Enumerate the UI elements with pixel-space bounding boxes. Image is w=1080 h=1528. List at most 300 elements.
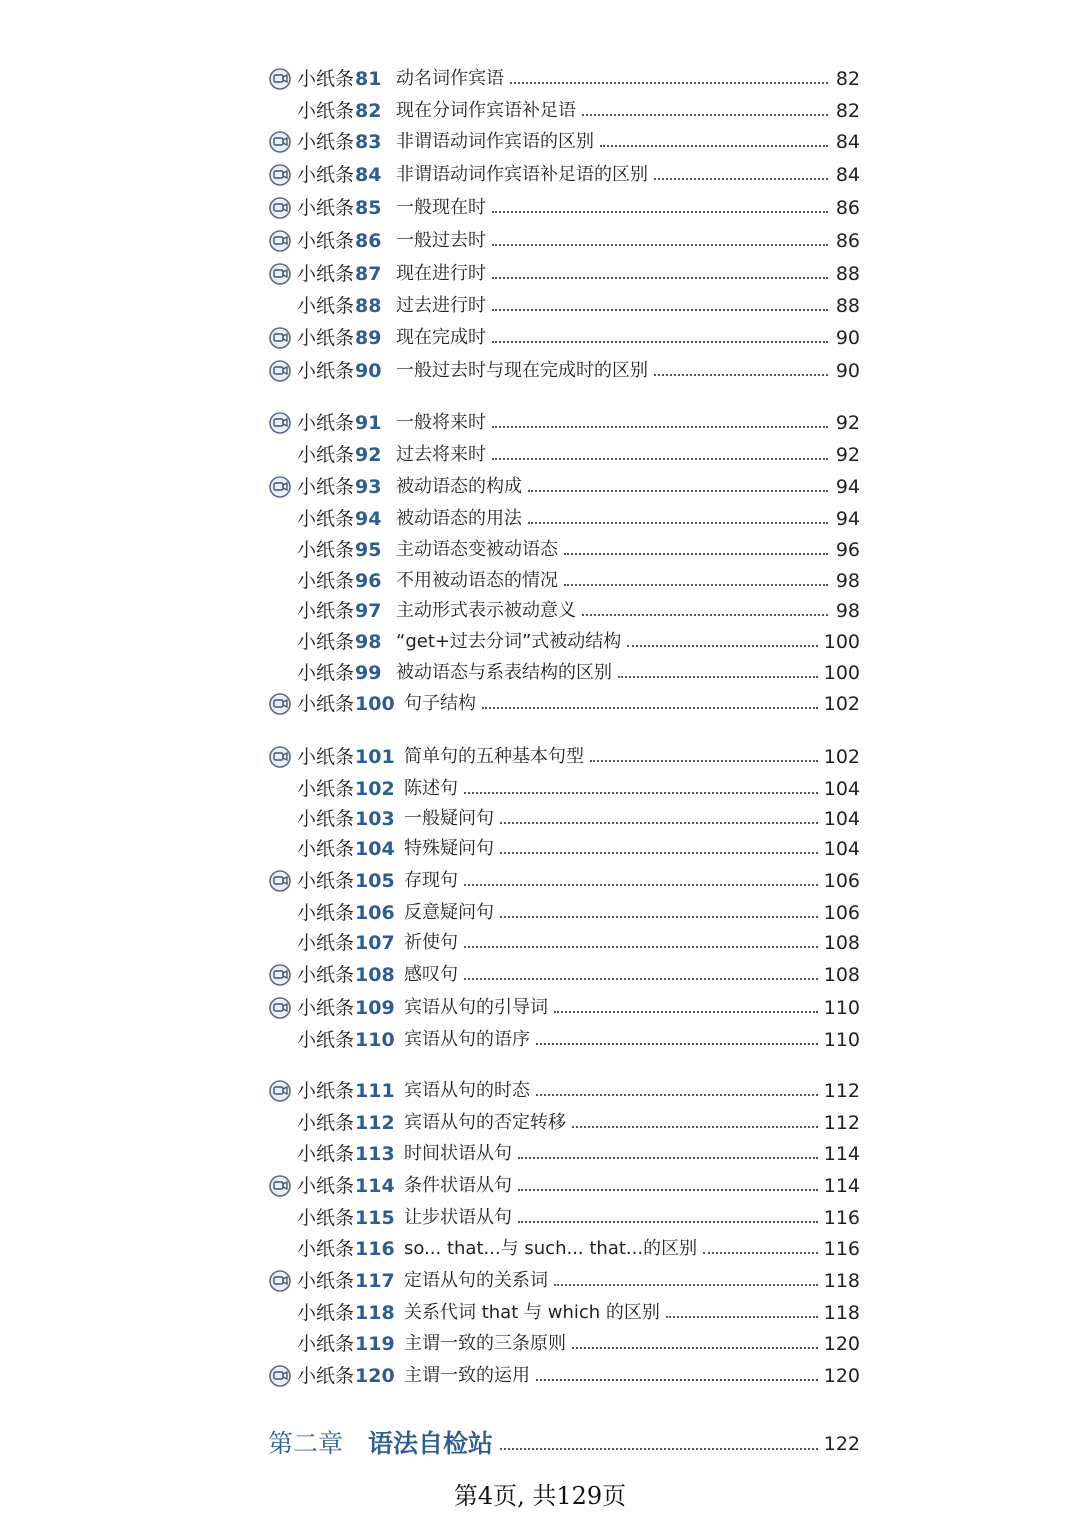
entry-label xyxy=(297,126,381,158)
toc-entry[interactable] xyxy=(0,741,1080,773)
toc-entry[interactable] xyxy=(0,657,1080,689)
entry-title: 条件状语从句 xyxy=(404,1175,512,1196)
entry-title: 一般疑问句 xyxy=(404,808,494,829)
dot-leader xyxy=(582,114,828,116)
entry-label xyxy=(297,897,395,929)
entry-title: 被动语态的构成 xyxy=(396,476,522,497)
toc-entry[interactable] xyxy=(0,471,1080,503)
toc-entry[interactable] xyxy=(0,833,1080,865)
dot-leader xyxy=(554,1011,818,1013)
toc-entry[interactable] xyxy=(0,565,1080,597)
entry-title: 现在分词作宾语补足语 xyxy=(396,100,576,121)
entry-prefix: 小纸条 xyxy=(297,570,355,592)
toc-entry[interactable] xyxy=(0,688,1080,720)
entry-prefix: 小纸条 xyxy=(297,360,355,382)
dot-leader xyxy=(572,1347,818,1349)
video-icon[interactable] xyxy=(268,263,292,285)
entry-title: 主谓一致的三条原则 xyxy=(404,1333,566,1354)
entry-page-number: 90 xyxy=(835,360,860,382)
toc-entry[interactable] xyxy=(0,63,1080,95)
entry-label xyxy=(297,192,381,224)
entry-number: 111 xyxy=(355,1080,395,1102)
entry-prefix: 小纸条 xyxy=(297,870,355,892)
entry-prefix: 小纸条 xyxy=(297,778,355,800)
toc-entry[interactable] xyxy=(0,1297,1080,1329)
chapter-title: 语法自检站 xyxy=(368,1429,494,1458)
entry-number: 117 xyxy=(355,1270,395,1292)
dot-leader xyxy=(510,82,828,84)
entry-number: 104 xyxy=(355,838,395,860)
entry-title: “get+过去分词”式被动结构 xyxy=(396,631,622,652)
entry-label xyxy=(297,741,395,773)
video-icon[interactable] xyxy=(268,870,292,892)
video-icon[interactable] xyxy=(268,1080,292,1102)
entry-number: 93 xyxy=(355,476,382,498)
dot-leader xyxy=(518,1189,818,1191)
entry-title: 定语从句的关系词 xyxy=(404,1270,548,1291)
entry-number: 112 xyxy=(355,1112,395,1134)
entry-page-number: 82 xyxy=(835,68,860,90)
entry-label xyxy=(297,1170,395,1202)
entry-label xyxy=(297,159,381,191)
dot-leader xyxy=(554,1284,818,1286)
entry-label xyxy=(297,355,381,387)
dot-leader xyxy=(618,676,818,678)
entry-page-number: 104 xyxy=(823,778,860,800)
entry-prefix: 小纸条 xyxy=(297,295,355,317)
entry-prefix: 小纸条 xyxy=(297,631,355,653)
entry-title: 主动语态变被动语态 xyxy=(396,539,558,560)
toc-entry[interactable] xyxy=(0,626,1080,658)
entry-title: 一般现在时 xyxy=(396,197,486,218)
dot-leader xyxy=(492,211,828,213)
entry-prefix: 小纸条 xyxy=(297,1112,355,1134)
entry-title: 主动形式表示被动意义 xyxy=(396,600,576,621)
dot-leader xyxy=(536,1094,818,1096)
entry-page-number: 98 xyxy=(835,570,860,592)
entry-prefix: 小纸条 xyxy=(297,263,355,285)
entry-number: 90 xyxy=(355,360,382,382)
entry-prefix: 小纸条 xyxy=(297,600,355,622)
entry-label xyxy=(297,290,381,322)
entry-page-number: 88 xyxy=(835,263,860,285)
entry-title: 反意疑问句 xyxy=(404,902,494,923)
dot-leader xyxy=(518,1221,818,1223)
entry-label xyxy=(297,534,381,566)
entry-page-number: 112 xyxy=(823,1080,860,1102)
entry-page-number: 94 xyxy=(835,508,860,530)
entry-page-number: 114 xyxy=(823,1175,860,1197)
video-icon[interactable] xyxy=(268,197,292,219)
video-icon[interactable] xyxy=(268,412,292,434)
entry-label xyxy=(297,773,395,805)
entry-label xyxy=(297,992,395,1024)
dot-leader xyxy=(492,309,828,311)
entry-page-number: 102 xyxy=(823,693,860,715)
entry-label xyxy=(297,258,381,290)
dot-leader xyxy=(528,490,828,492)
entry-number: 91 xyxy=(355,412,382,434)
toc-entry[interactable] xyxy=(0,126,1080,158)
entry-number: 102 xyxy=(355,778,395,800)
dot-leader xyxy=(582,614,828,616)
entry-title: 非谓语动词作宾语补足语的区别 xyxy=(396,164,648,185)
toc-entry[interactable] xyxy=(0,595,1080,627)
video-icon[interactable] xyxy=(268,997,292,1019)
toc-entry[interactable] xyxy=(0,407,1080,439)
dot-leader xyxy=(564,553,828,555)
entry-page-number: 106 xyxy=(823,902,860,924)
entry-prefix: 小纸条 xyxy=(297,838,355,860)
entry-prefix: 小纸条 xyxy=(297,964,355,986)
entry-number: 114 xyxy=(355,1175,395,1197)
toc-entry[interactable] xyxy=(0,1202,1080,1234)
entry-title: 祈使句 xyxy=(404,932,458,953)
video-icon[interactable] xyxy=(268,360,292,382)
entry-number: 86 xyxy=(355,230,382,252)
dot-leader xyxy=(464,884,818,886)
video-icon[interactable] xyxy=(268,1270,292,1292)
entry-label xyxy=(297,865,395,897)
dot-leader xyxy=(536,1043,818,1045)
dot-leader xyxy=(464,946,818,948)
toc-entry[interactable] xyxy=(0,1138,1080,1170)
toc-entry[interactable] xyxy=(0,439,1080,471)
entry-label xyxy=(297,1024,395,1056)
entry-number: 84 xyxy=(355,164,382,186)
entry-page-number: 118 xyxy=(823,1302,860,1324)
entry-prefix: 小纸条 xyxy=(297,1270,355,1292)
entry-number: 115 xyxy=(355,1207,395,1229)
entry-title: 过去将来时 xyxy=(396,444,486,465)
toc-entry[interactable] xyxy=(0,159,1080,191)
entry-title: 现在进行时 xyxy=(396,263,486,284)
chapter-page-number: 122 xyxy=(823,1433,860,1455)
entry-title: 被动语态的用法 xyxy=(396,508,522,529)
toc-entry[interactable] xyxy=(0,773,1080,805)
toc-entry[interactable] xyxy=(0,897,1080,929)
entry-label xyxy=(297,1297,395,1329)
entry-page-number: 120 xyxy=(823,1365,860,1387)
dot-leader xyxy=(654,178,828,180)
toc-entry[interactable] xyxy=(0,1075,1080,1107)
entry-title: 句子结构 xyxy=(404,693,476,714)
entry-prefix: 小纸条 xyxy=(297,1365,355,1387)
dot-leader xyxy=(564,584,828,586)
entry-page-number: 112 xyxy=(823,1112,860,1134)
video-icon[interactable] xyxy=(268,131,292,153)
entry-page-number: 84 xyxy=(835,164,860,186)
toc-entry[interactable] xyxy=(0,322,1080,354)
entry-label xyxy=(297,927,395,959)
dot-leader xyxy=(464,978,818,980)
video-icon[interactable] xyxy=(268,164,292,186)
video-icon[interactable] xyxy=(268,1365,292,1387)
entry-number: 96 xyxy=(355,570,382,592)
entry-prefix: 小纸条 xyxy=(297,1302,355,1324)
toc-entry[interactable] xyxy=(0,1233,1080,1265)
toc-entry[interactable] xyxy=(0,192,1080,224)
entry-page-number: 108 xyxy=(823,932,860,954)
entry-prefix: 小纸条 xyxy=(297,662,355,684)
entry-title: 宾语从句的语序 xyxy=(404,1029,530,1050)
video-icon[interactable] xyxy=(268,693,292,715)
entry-title: 一般过去时 xyxy=(396,230,486,251)
dot-leader xyxy=(518,1157,818,1159)
entry-page-number: 116 xyxy=(823,1207,860,1229)
entry-label xyxy=(297,1202,395,1234)
dot-leader xyxy=(703,1252,818,1254)
entry-page-number: 104 xyxy=(823,838,860,860)
entry-label xyxy=(297,439,381,471)
entry-label xyxy=(297,565,381,597)
chapter-label: 第二章 xyxy=(268,1429,344,1458)
entry-label xyxy=(297,803,395,835)
entry-prefix: 小纸条 xyxy=(297,693,355,715)
entry-prefix: 小纸条 xyxy=(297,1207,355,1229)
dot-leader xyxy=(464,792,818,794)
entry-title: 时间状语从句 xyxy=(404,1143,512,1164)
dot-leader xyxy=(492,244,828,246)
entry-page-number: 88 xyxy=(835,295,860,317)
entry-prefix: 小纸条 xyxy=(297,100,355,122)
entry-prefix: 小纸条 xyxy=(297,230,355,252)
entry-prefix: 小纸条 xyxy=(297,476,355,498)
dot-leader xyxy=(600,145,828,147)
entry-label xyxy=(297,1233,395,1265)
entry-prefix: 小纸条 xyxy=(297,902,355,924)
dot-leader xyxy=(500,852,818,854)
entry-number: 113 xyxy=(355,1143,395,1165)
entry-prefix: 小纸条 xyxy=(297,164,355,186)
entry-prefix: 小纸条 xyxy=(297,444,355,466)
entry-page-number: 110 xyxy=(823,997,860,1019)
video-icon[interactable] xyxy=(268,746,292,768)
entry-label xyxy=(297,1107,395,1139)
entry-page-number: 118 xyxy=(823,1270,860,1292)
entry-prefix: 小纸条 xyxy=(297,932,355,954)
dot-leader xyxy=(536,1379,818,1381)
chapter-heading[interactable] xyxy=(0,1424,1080,1464)
entry-prefix: 小纸条 xyxy=(297,746,355,768)
dot-leader xyxy=(627,645,818,647)
toc-entry[interactable] xyxy=(0,95,1080,127)
entry-number: 103 xyxy=(355,808,395,830)
entry-label xyxy=(297,225,381,257)
entry-number: 89 xyxy=(355,327,382,349)
entry-number: 88 xyxy=(355,295,382,317)
entry-label xyxy=(297,95,381,127)
entry-title: 动名词作宾语 xyxy=(396,68,504,89)
entry-page-number: 104 xyxy=(823,808,860,830)
entry-page-number: 86 xyxy=(835,230,860,252)
entry-prefix: 小纸条 xyxy=(297,1333,355,1355)
entry-number: 98 xyxy=(355,631,382,653)
entry-page-number: 98 xyxy=(835,600,860,622)
entry-label xyxy=(297,688,395,720)
entry-title: 不用被动语态的情况 xyxy=(396,570,558,591)
toc-entry[interactable] xyxy=(0,258,1080,290)
dot-leader xyxy=(500,916,818,918)
entry-title: 非谓语动词作宾语的区别 xyxy=(396,131,594,152)
entry-prefix: 小纸条 xyxy=(297,1238,355,1260)
dot-leader xyxy=(572,1126,818,1128)
entry-title: 存现句 xyxy=(404,870,458,891)
entry-page-number: 82 xyxy=(835,100,860,122)
toc-entry[interactable] xyxy=(0,1170,1080,1202)
dot-leader xyxy=(492,277,828,279)
dot-leader xyxy=(528,522,828,524)
entry-page-number: 108 xyxy=(823,964,860,986)
toc-entry[interactable] xyxy=(0,803,1080,835)
entry-number: 109 xyxy=(355,997,395,1019)
entry-number: 85 xyxy=(355,197,382,219)
dot-leader xyxy=(666,1316,818,1318)
entry-label xyxy=(297,657,381,689)
entry-label xyxy=(297,833,395,865)
entry-label xyxy=(297,1265,395,1297)
toc-entry[interactable] xyxy=(0,1024,1080,1056)
entry-number: 97 xyxy=(355,600,382,622)
entry-page-number: 106 xyxy=(823,870,860,892)
entry-title: 陈述句 xyxy=(404,778,458,799)
entry-number: 108 xyxy=(355,964,395,986)
entry-title: 过去进行时 xyxy=(396,295,486,316)
entry-page-number: 114 xyxy=(823,1143,860,1165)
entry-title: 简单句的五种基本句型 xyxy=(404,746,584,767)
entry-prefix: 小纸条 xyxy=(297,327,355,349)
entry-number: 110 xyxy=(355,1029,395,1051)
entry-page-number: 86 xyxy=(835,197,860,219)
entry-label xyxy=(297,1328,395,1360)
entry-number: 116 xyxy=(355,1238,395,1260)
entry-prefix: 小纸条 xyxy=(297,1080,355,1102)
video-icon[interactable] xyxy=(268,68,292,90)
toc-entry[interactable] xyxy=(0,992,1080,1024)
video-icon[interactable] xyxy=(268,327,292,349)
entry-prefix: 小纸条 xyxy=(297,997,355,1019)
toc-entry[interactable] xyxy=(0,290,1080,322)
entry-label xyxy=(297,1138,395,1170)
entry-page-number: 92 xyxy=(835,444,860,466)
entry-prefix: 小纸条 xyxy=(297,508,355,530)
entry-prefix: 小纸条 xyxy=(297,197,355,219)
video-icon[interactable] xyxy=(268,1175,292,1197)
entry-prefix: 小纸条 xyxy=(297,1029,355,1051)
entry-page-number: 100 xyxy=(823,662,860,684)
dot-leader xyxy=(590,760,818,762)
entry-page-number: 102 xyxy=(823,746,860,768)
entry-page-number: 84 xyxy=(835,131,860,153)
video-icon[interactable] xyxy=(268,476,292,498)
entry-title: 一般将来时 xyxy=(396,412,486,433)
entry-label xyxy=(297,322,381,354)
toc-entry[interactable] xyxy=(0,959,1080,991)
entry-label xyxy=(297,959,395,991)
entry-prefix: 小纸条 xyxy=(297,808,355,830)
entry-prefix: 小纸条 xyxy=(297,68,355,90)
toc-entry[interactable] xyxy=(0,1328,1080,1360)
entry-title: 感叹句 xyxy=(404,964,458,985)
entry-title: 特殊疑问句 xyxy=(404,838,494,859)
entry-number: 87 xyxy=(355,263,382,285)
dot-leader xyxy=(500,822,818,824)
entry-page-number: 120 xyxy=(823,1333,860,1355)
video-icon[interactable] xyxy=(268,964,292,986)
entry-title: 让步状语从句 xyxy=(404,1207,512,1228)
entry-page-number: 96 xyxy=(835,539,860,561)
entry-label xyxy=(297,407,381,439)
entry-number: 95 xyxy=(355,539,382,561)
entry-number: 83 xyxy=(355,131,382,153)
entry-label xyxy=(297,503,381,535)
toc-entry[interactable] xyxy=(0,355,1080,387)
dot-leader xyxy=(654,374,828,376)
entry-number: 94 xyxy=(355,508,382,530)
entry-prefix: 小纸条 xyxy=(297,131,355,153)
entry-number: 105 xyxy=(355,870,395,892)
entry-page-number: 116 xyxy=(823,1238,860,1260)
dot-leader xyxy=(492,341,828,343)
entry-label xyxy=(297,63,381,95)
entry-title: 被动语态与系表结构的区别 xyxy=(396,662,612,683)
entry-prefix: 小纸条 xyxy=(297,1143,355,1165)
toc-entry[interactable] xyxy=(0,225,1080,257)
entry-label xyxy=(297,595,381,627)
entry-number: 81 xyxy=(355,68,382,90)
entry-number: 92 xyxy=(355,444,382,466)
entry-page-number: 100 xyxy=(823,631,860,653)
dot-leader xyxy=(492,426,828,428)
entry-page-number: 110 xyxy=(823,1029,860,1051)
dot-leader xyxy=(492,458,828,460)
toc-entry[interactable] xyxy=(0,1360,1080,1392)
entry-label xyxy=(297,1075,395,1107)
entry-number: 100 xyxy=(355,693,395,715)
entry-page-number: 94 xyxy=(835,476,860,498)
entry-number: 107 xyxy=(355,932,395,954)
entry-page-number: 92 xyxy=(835,412,860,434)
toc-entry[interactable] xyxy=(0,1265,1080,1297)
dot-leader xyxy=(500,1448,818,1450)
video-icon[interactable] xyxy=(268,230,292,252)
toc-entry[interactable] xyxy=(0,927,1080,959)
entry-title: 宾语从句的否定转移 xyxy=(404,1112,566,1133)
toc-entry[interactable] xyxy=(0,865,1080,897)
entry-page-number: 90 xyxy=(835,327,860,349)
entry-title: 现在完成时 xyxy=(396,327,486,348)
entry-prefix: 小纸条 xyxy=(297,1175,355,1197)
entry-title: 宾语从句的时态 xyxy=(404,1080,530,1101)
entry-title: 关系代词 that 与 which 的区别 xyxy=(404,1302,660,1323)
toc-entry[interactable] xyxy=(0,503,1080,535)
entry-title: 一般过去时与现在完成时的区别 xyxy=(396,360,648,381)
entry-number: 106 xyxy=(355,902,395,924)
entry-number: 99 xyxy=(355,662,382,684)
toc-entry[interactable] xyxy=(0,534,1080,566)
entry-prefix: 小纸条 xyxy=(297,412,355,434)
entry-number: 82 xyxy=(355,100,382,122)
entry-number: 120 xyxy=(355,1365,395,1387)
entry-label xyxy=(297,1360,395,1392)
page-footer: 第4页, 共129页 xyxy=(453,1482,627,1510)
toc-entry[interactable] xyxy=(0,1107,1080,1139)
dot-leader xyxy=(482,707,818,709)
entry-number: 101 xyxy=(355,746,395,768)
entry-number: 118 xyxy=(355,1302,395,1324)
entry-title: 主谓一致的运用 xyxy=(404,1365,530,1386)
entry-label xyxy=(297,471,381,503)
